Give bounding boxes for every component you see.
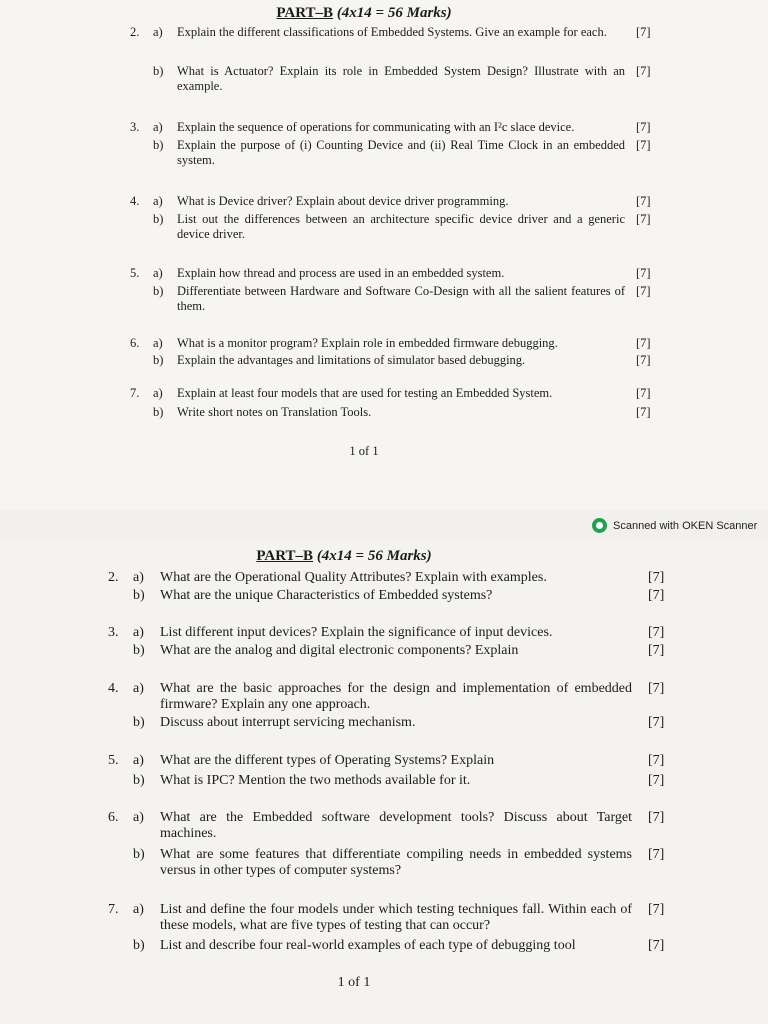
question-marks: [7] xyxy=(636,64,651,78)
section-heading: PART–B xyxy=(276,5,334,21)
part-letter: b) xyxy=(133,643,145,658)
question-number: 2. xyxy=(130,25,140,39)
question-number: 5. xyxy=(130,266,140,280)
question-marks: [7] xyxy=(636,386,651,400)
part-letter: b) xyxy=(153,284,164,298)
question-text: What are some features that differentiate compiling needs in embedded systems versus in other types of computer systems? xyxy=(160,847,632,878)
question-marks: [7] xyxy=(636,120,651,134)
exam-page-1 xyxy=(0,0,768,510)
part-letter: a) xyxy=(133,570,144,585)
part-letter: b) xyxy=(153,405,164,419)
question-marks: [7] xyxy=(648,588,665,603)
question-text: List out the differences between an architecture specific device driver and a generic device driver. xyxy=(177,212,625,241)
question-text: Discuss about interrupt servicing mechanism. xyxy=(160,715,416,730)
question-number: 6. xyxy=(108,810,119,825)
question-number: 7. xyxy=(108,902,119,917)
question-text: List and define the four models under which testing techniques fall. Within each of these models, what are five types of testing that can occur? xyxy=(160,902,632,933)
question-marks: [7] xyxy=(648,570,665,585)
part-letter: b) xyxy=(153,64,164,78)
question-text: What are the different types of Operating Systems? Explain xyxy=(160,753,495,768)
question-text: Explain the sequence of operations for communicating with an I²c slace device. xyxy=(177,120,575,134)
part-letter: a) xyxy=(153,120,163,134)
section-marks: (4x14 = 56 Marks) xyxy=(316,548,432,564)
question-text: Explain how thread and process are used in an embedded system. xyxy=(177,266,505,280)
question-marks: [7] xyxy=(636,405,651,419)
question-marks: [7] xyxy=(648,643,665,658)
question-text: What are the Embedded software development tools? Discuss about Target machines. xyxy=(160,810,632,841)
part-letter: b) xyxy=(153,353,164,367)
part-letter: a) xyxy=(153,194,163,208)
question-marks: [7] xyxy=(648,902,665,917)
question-text: Explain the purpose of (i) Counting Device and (ii) Real Time Clock in an embedded system. xyxy=(177,138,625,167)
part-letter: a) xyxy=(153,336,163,350)
part-letter: a) xyxy=(153,266,163,280)
question-marks: [7] xyxy=(648,847,665,862)
question-text: List and describe four real-world examples of each type of debugging tool xyxy=(160,938,576,953)
question-text: Explain at least four models that are used for testing an Embedded System. xyxy=(177,386,553,400)
question-number: 3. xyxy=(130,120,140,134)
question-text: What is Actuator? Explain its role in Embedded System Design? Illustrate with an example. xyxy=(177,64,625,93)
question-marks: [7] xyxy=(648,753,665,768)
part-letter: a) xyxy=(133,625,144,640)
question-text: What are the Operational Quality Attributes? Explain with examples. xyxy=(160,570,547,585)
question-number: 2. xyxy=(108,570,119,585)
part-letter: b) xyxy=(133,588,145,603)
part-letter: a) xyxy=(133,902,144,917)
question-marks: [7] xyxy=(648,715,665,730)
question-text: What is IPC? Mention the two methods available for it. xyxy=(160,773,471,788)
question-number: 4. xyxy=(130,194,140,208)
question-number: 5. xyxy=(108,753,119,768)
question-marks: [7] xyxy=(648,625,665,640)
question-number: 4. xyxy=(108,681,119,696)
question-text: What is a monitor program? Explain role in embedded firmware debugging. xyxy=(177,336,558,350)
part-letter: a) xyxy=(133,810,144,825)
question-marks: [7] xyxy=(648,681,665,696)
question-text: What are the unique Characteristics of Embedded systems? xyxy=(160,588,493,603)
question-text: What are the basic approaches for the design and implementation of embedded firmware? Explain any one approach. xyxy=(160,681,632,712)
question-marks: [7] xyxy=(648,938,665,953)
scanner-label: Scanned with OKEN Scanner xyxy=(613,519,758,532)
question-text: Explain the different classifications of Embedded Systems. Give an example for each. xyxy=(177,25,607,39)
part-letter: b) xyxy=(153,138,164,152)
question-marks: [7] xyxy=(636,336,651,350)
question-marks: [7] xyxy=(636,266,651,280)
question-text: Explain the advantages and limitations of simulator based debugging. xyxy=(177,353,526,367)
scanner-watermark xyxy=(592,518,757,533)
page-footer: 1 of 1 xyxy=(349,444,379,458)
question-number: 3. xyxy=(108,625,119,640)
part-letter: b) xyxy=(133,938,145,953)
part-letter: b) xyxy=(133,847,145,862)
question-marks: [7] xyxy=(648,773,665,788)
part-letter: b) xyxy=(133,715,145,730)
question-marks: [7] xyxy=(636,25,651,39)
question-text: What is Device driver? Explain about device driver programming. xyxy=(177,194,509,208)
scanner-logo-icon xyxy=(592,518,607,533)
question-text: What are the analog and digital electronic components? Explain xyxy=(160,643,519,658)
part-letter: a) xyxy=(153,25,163,39)
section-title xyxy=(0,548,728,565)
question-marks: [7] xyxy=(636,194,651,208)
question-marks: [7] xyxy=(636,212,651,226)
question-marks: [7] xyxy=(636,138,651,152)
part-letter: b) xyxy=(153,212,164,226)
part-letter: a) xyxy=(133,681,144,696)
question-text: List different input devices? Explain the significance of input devices. xyxy=(160,625,553,640)
question-number: 6. xyxy=(130,336,140,350)
question-text: Write short notes on Translation Tools. xyxy=(177,405,372,419)
exam-page-2 xyxy=(0,540,768,1024)
question-number: 7. xyxy=(130,386,140,400)
page-footer: 1 of 1 xyxy=(337,975,371,990)
part-letter: b) xyxy=(133,773,145,788)
question-marks: [7] xyxy=(636,353,651,367)
part-letter: a) xyxy=(153,386,163,400)
question-marks: [7] xyxy=(636,284,651,298)
section-marks: (4x14 = 56 Marks) xyxy=(336,5,452,21)
section-heading: PART–B xyxy=(256,548,314,564)
question-text: Differentiate between Hardware and Software Co-Design with all the salient features of them. xyxy=(177,284,625,313)
part-letter: a) xyxy=(133,753,144,768)
question-marks: [7] xyxy=(648,810,665,825)
section-title xyxy=(0,5,748,22)
